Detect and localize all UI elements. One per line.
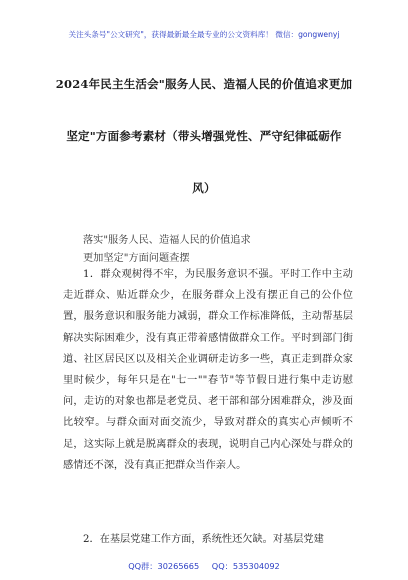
body-paragraph-2: 2．在基层党建工作方面，系统性还欠缺。对基层党建 bbox=[83, 534, 324, 545]
section-heading-line-1: 落实"服务人民、造福人民的价值追求 bbox=[83, 235, 251, 246]
footer-qq-number: QQ：535304092 bbox=[211, 561, 280, 571]
footer-contact bbox=[0, 561, 408, 572]
header-banner bbox=[0, 29, 408, 40]
document-title-line-2: 坚定"方面参考素材（带头增强党性、严守纪律砥砺作 bbox=[66, 129, 342, 143]
footer-qq-group: QQ群：30265665 bbox=[128, 561, 200, 571]
banner-link[interactable]: 关注头条号"公文研究"，获得最新最全最专业的公文资料库！ 微信：gongwenyj bbox=[68, 30, 340, 39]
document-title-line-3: 风） bbox=[192, 181, 216, 195]
section-heading-line-2: 更加坚定"方面问题查摆 bbox=[83, 253, 190, 264]
document-title-line-1: 2024年民主生活会"服务人民、造福人民的价值追求更加 bbox=[55, 77, 353, 91]
body-paragraph-1: 1．群众观树得不牢，为民服务意识不强。平时工作中主动走近群众、贴近群众少，在服务群众上没有摆正自己的公仆位置，服务意识和服务能力减弱，群众工作标准降低，主动帮基层解决实际困难少，没有真正带着感情做群众工作。平时到部门街道、社区居民区以及相关企业调研走访多一些，真正走到群众家里时候少，每年只是在"七一""春节"等节假日进行集中走访慰问，走访的对象也都是老党员、老干部和部分困难群众，涉及面比较窄。与群众面对面交流少，导致对群众的真实心声倾听不足，这实际上就是脱离群众的表现，说明自己内心深处与群众的感情还不深，没有真正把群众当作亲人。 bbox=[63, 269, 353, 471]
